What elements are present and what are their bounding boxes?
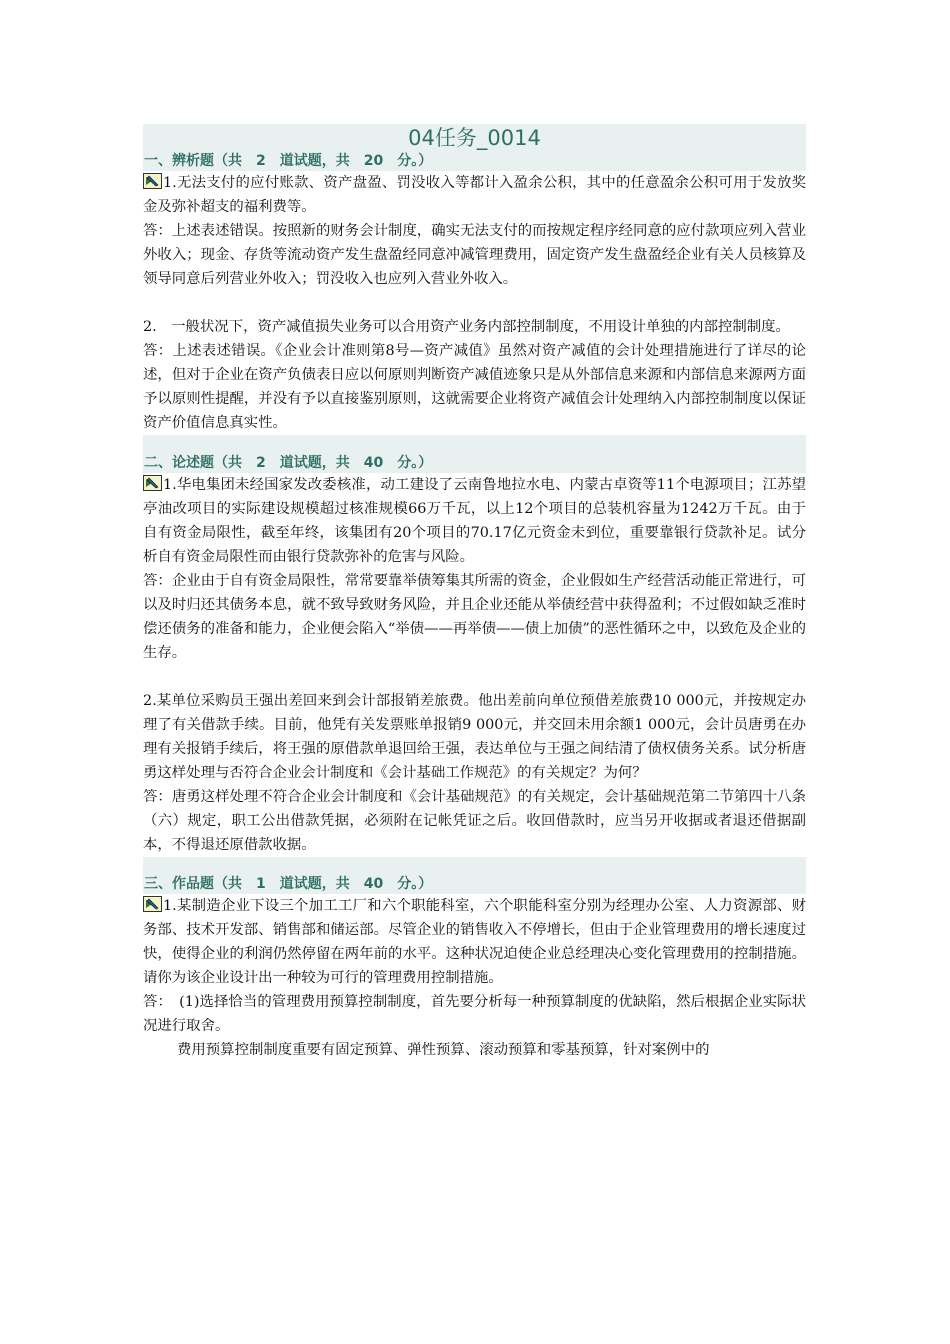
question-3-1-text: 1.某制造企业下设三个加工工厂和六个职能科室，六个职能科室分别为经理办公室、人力资源部、财务部、技术开发部、销售部和储运部。尽管企业的销售收入不停增长，但由于企业管理费用的增长速度过快，使得企业的利润仍然停留在两年前的水平。这种状况迫使企业总经理决心变化管理费用的控制措施。请你为该企业设计出一种较为可行的管理费用控制措施。	[143, 898, 806, 986]
question-1-1-text: 1.无法支付的应付账款、资产盘盈、罚没收入等都计入盈余公积，其中的任意盈余公积可用于发放奖金及弥补超支的福利费等。	[143, 175, 806, 215]
section-header-3: 三、作品题（共 1 道试题，共 40 分。）	[143, 857, 806, 894]
pencil-note-icon[interactable]	[143, 173, 162, 189]
question-2-2: 2.某单位采购员王强出差回来到会计部报销差旅费。他出差前向单位预借差旅费10 000元，并按规定办理了有关借款手续。目前，他凭有关发票账单报销9 000元，并交回未用余额1 000元，会计员唐勇在办理有关报销手续后，将王强的原借款单退回给王强，表达单位与王强之间结清了债权债务关系。试分析唐勇这样处理与否符合企业会计制度和《会计基础工作规范》的有关规定？为何？	[143, 693, 806, 781]
section-header-1: 一、辨析题（共 2 道试题，共 20 分。）	[143, 152, 806, 171]
question-1-1	[143, 171, 806, 219]
answer-2-1: 答：企业由于自有资金局限性，常常要靠举债筹集其所需的资金，企业假如生产经营活动能正常进行，可以及时归还其债务本息，就不致导致财务风险，并且企业还能从举债经营中获得盈利；不过假如缺乏准时偿还债务的准备和能力，企业便会陷入“举债——再举债——债上加债”的恶性循环之中，以致危及企业的生存。	[143, 573, 806, 661]
pencil-note-icon[interactable]	[143, 896, 162, 912]
page-title: 04任务_0014	[143, 124, 806, 152]
question-2-1-text: 1.华电集团未经国家发改委核准，动工建设了云南鲁地拉水电、内蒙古卓资等11个电源项目；江苏望亭油改项目的实际建设规模超过核准规模66万千瓦，以上12个项目的总装机容量为1242万千瓦。由于自有资金局限性，截至年终，该集团有20个项目的70.17亿元资金未到位，重要靠银行贷款补足。试分析自有资金局限性而由银行贷款弥补的危害与风险。	[143, 477, 806, 565]
answer-3-1-continued: 费用预算控制制度重要有固定预算、弹性预算、滚动预算和零基预算，针对案例中的	[177, 1042, 710, 1058]
answer-2-2: 答：唐勇这样处理不符合企业会计制度和《会计基础规范》的有关规定，会计基础规范第二节第四十八条（六）规定，职工公出借款凭据，必须附在记帐凭证之后。收回借款时，应当另开收据或者退还借据副本，不得退还原借款收据。	[143, 789, 806, 853]
question-2-1	[143, 473, 806, 569]
document-page	[143, 124, 806, 1062]
question-3-1	[143, 894, 806, 990]
answer-1-2: 答：上述表述错误。《企业会计准则第8号—资产减值》虽然对资产减值的会计处理措施进行了详尽的论述，但对于企业在资产负债表日应以何原则判断资产减值迹象只是从外部信息来源和内部信息来源两方面予以原则性提醒，并没有予以直接鉴别原则，这就需要企业将资产减值会计处理纳入内部控制制度以保证资产价值信息真实性。	[143, 343, 806, 431]
answer-1-1: 答：上述表述错误。按照新的财务会计制度，确实无法支付的而按规定程序经同意的应付款项应列入营业外收入；现金、存货等流动资产发生盘盈经同意冲减管理费用，固定资产发生盘盈经企业有关人员核算及领导同意后列营业外收入；罚没收入也应列入营业外收入。	[143, 223, 806, 287]
pencil-note-icon[interactable]	[143, 475, 162, 491]
section-header-2: 二、论述题（共 2 道试题，共 40 分。）	[143, 435, 806, 473]
answer-3-1: 答： (1)选择恰当的管理费用预算控制制度，首先要分析每一种预算制度的优缺陷，然后根据企业实际状况进行取舍。	[143, 994, 806, 1034]
question-1-2: 2. 一般状况下，资产减值损失业务可以合用资产业务内部控制制度，不用设计单独的内部控制制度。	[143, 319, 790, 335]
